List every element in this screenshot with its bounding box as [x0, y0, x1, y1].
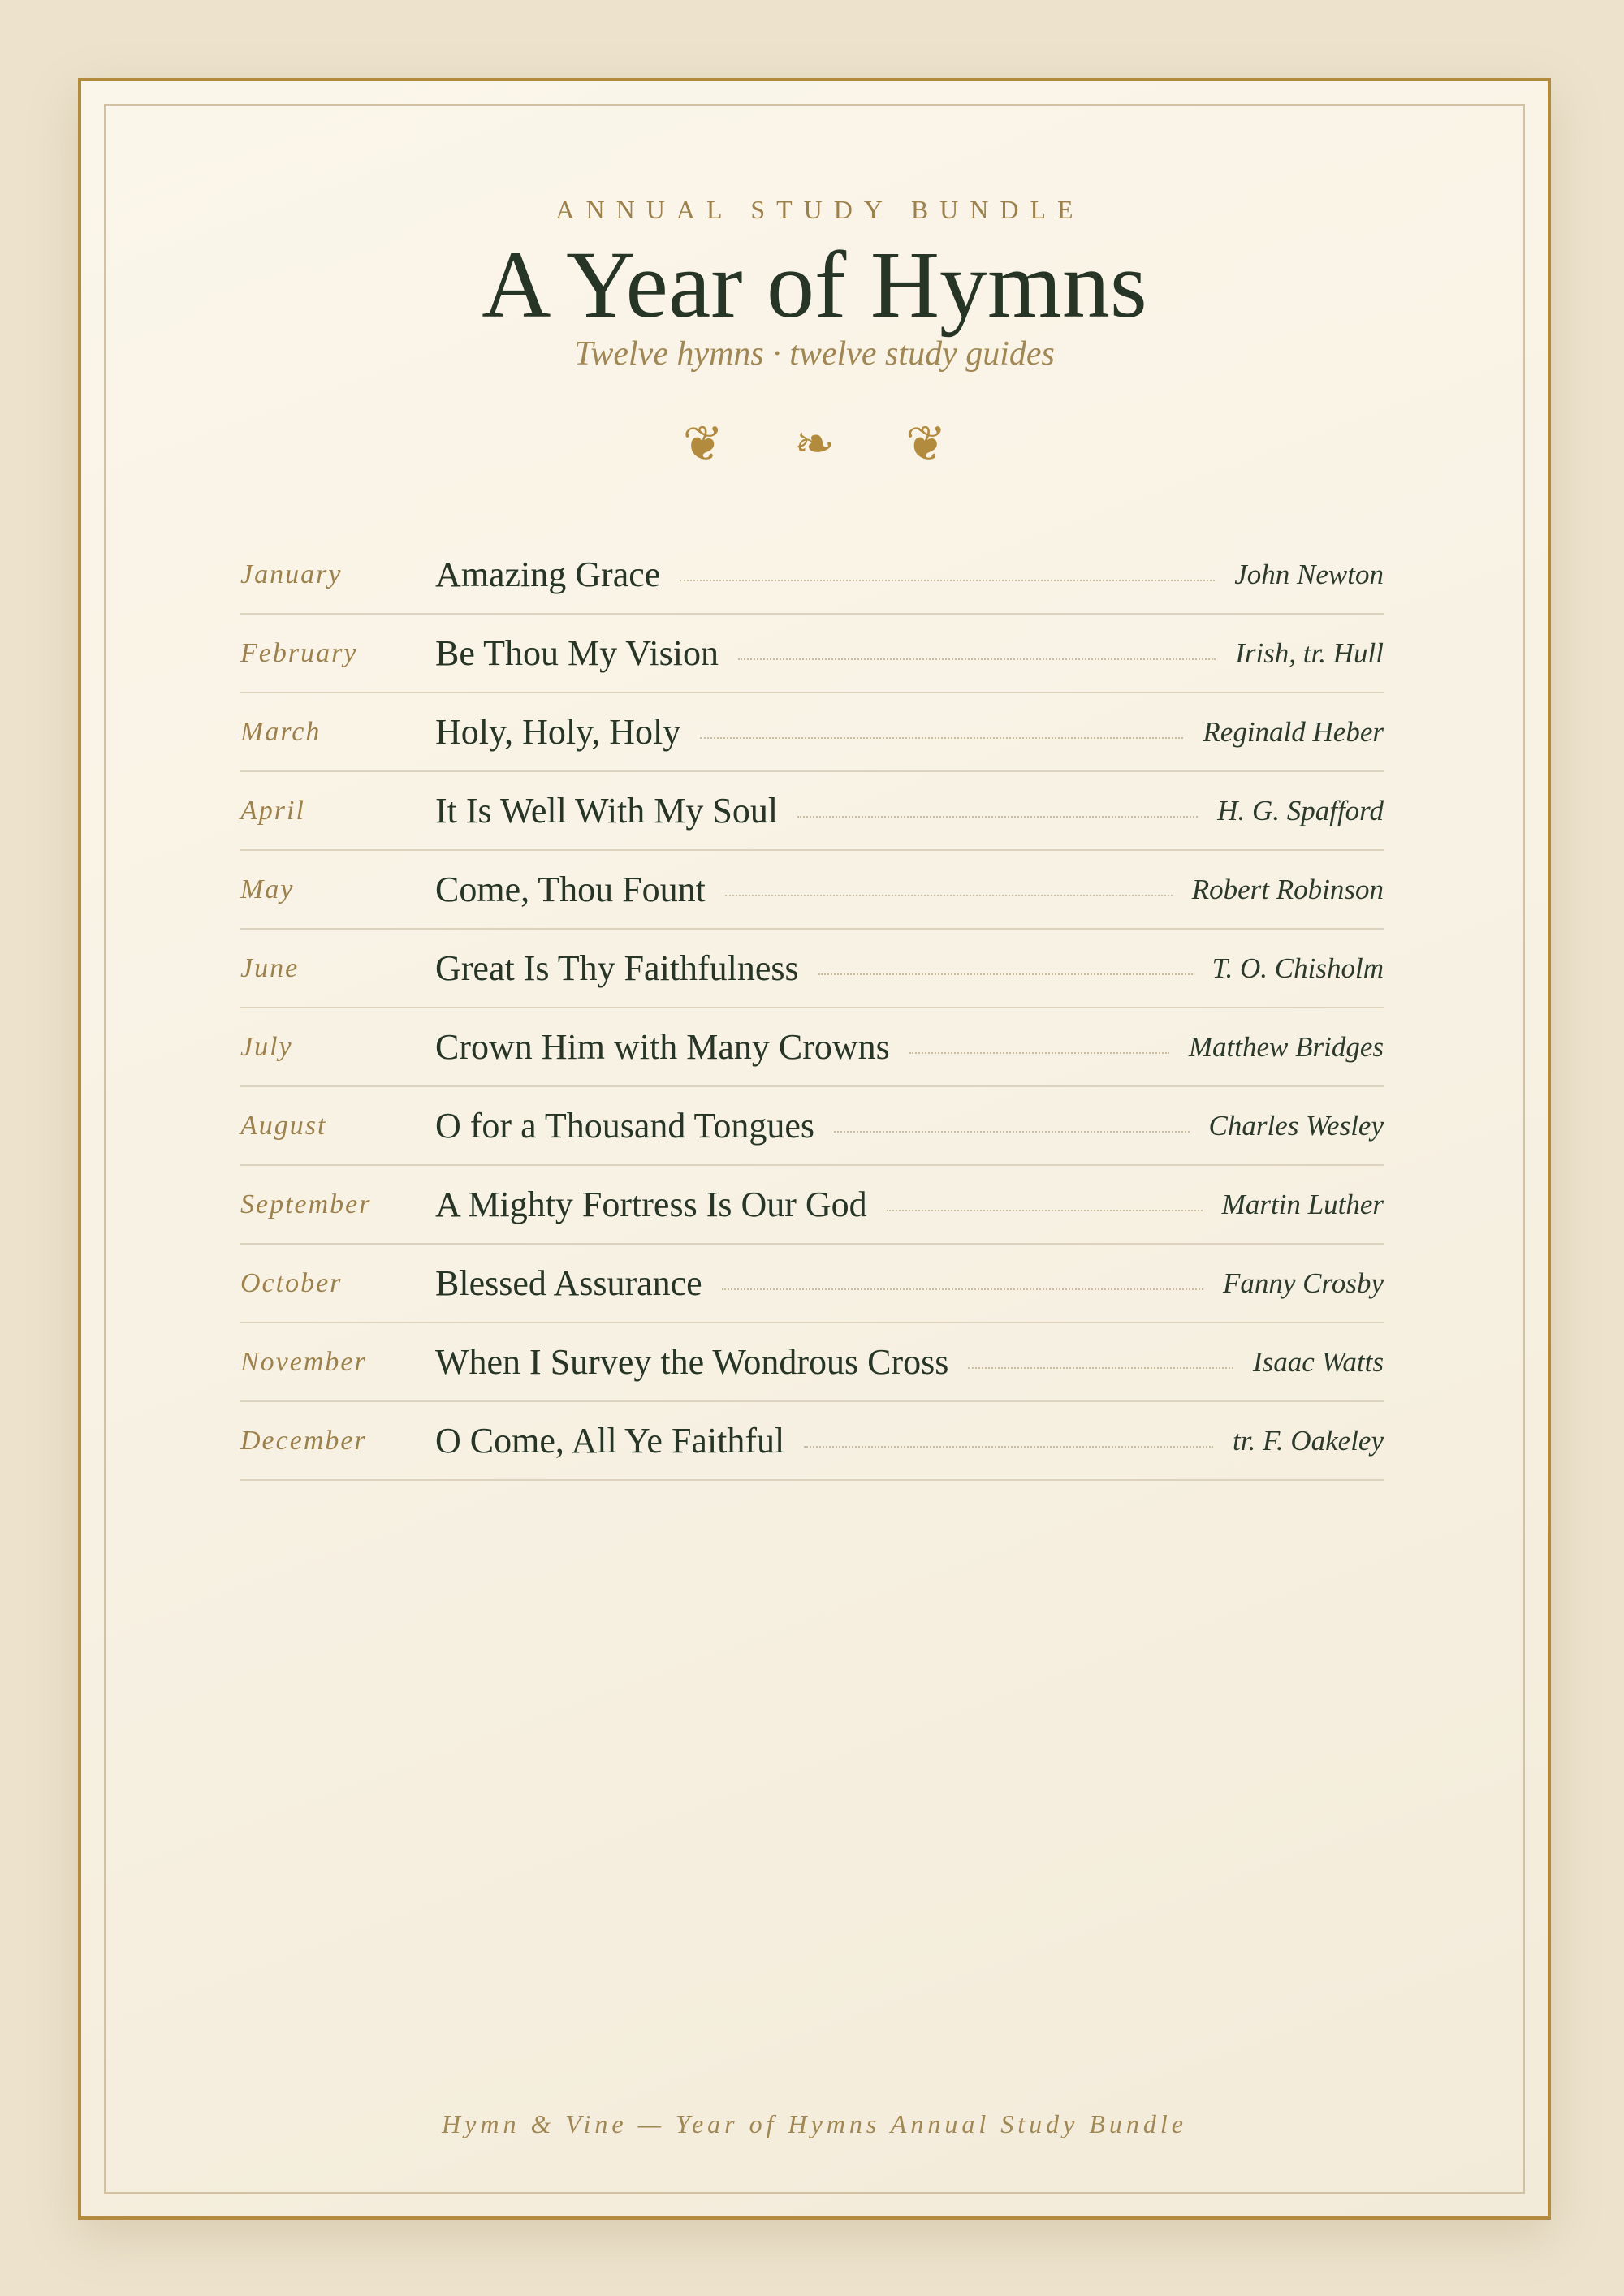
hymn-author: Charles Wesley — [1208, 1109, 1384, 1142]
dot-leader — [818, 973, 1193, 975]
hymn-month: December — [240, 1425, 367, 1456]
hymn-title: A Mighty Fortress Is Our God — [435, 1185, 867, 1224]
dot-leader — [797, 816, 1198, 818]
dot-leader — [909, 1052, 1169, 1054]
list-item — [240, 1008, 1384, 1087]
list-item — [240, 1245, 1384, 1323]
hymn-author: Fanny Crosby — [1223, 1267, 1384, 1299]
list-item — [240, 1087, 1384, 1166]
bundle-page — [78, 78, 1551, 2220]
list-item — [240, 851, 1384, 930]
dot-leader — [700, 737, 1183, 739]
hymn-author: Robert Robinson — [1191, 873, 1384, 905]
dot-leader — [680, 580, 1215, 581]
hymn-title: When I Survey the Wondrous Cross — [435, 1342, 949, 1382]
list-item — [240, 536, 1384, 615]
hymn-month: October — [240, 1267, 343, 1298]
list-item — [240, 1166, 1384, 1245]
dot-leader — [738, 658, 1216, 660]
hymn-author: John Newton — [1234, 558, 1384, 590]
dot-leader — [804, 1446, 1213, 1448]
hymn-title: Crown Him with Many Crowns — [435, 1027, 890, 1067]
bundle-kicker: ANNUAL STUDY BUNDLE — [555, 195, 1085, 224]
page-footer: Hymn & Vine — Year of Hymns Annual Study Bundle — [442, 2109, 1187, 2138]
hymn-title: O for a Thousand Tongues — [435, 1106, 815, 1146]
page-title: A Year of Hymns — [482, 231, 1147, 338]
hymn-author: Reginald Heber — [1203, 715, 1384, 748]
hymn-author: tr. F. Oakeley — [1233, 1424, 1384, 1457]
hymn-author: T. O. Chisholm — [1212, 952, 1384, 984]
list-item — [240, 615, 1384, 693]
list-item — [240, 930, 1384, 1008]
hymn-month: February — [240, 637, 358, 668]
hymn-title: Blessed Assurance — [435, 1263, 702, 1303]
hymn-month: May — [240, 874, 295, 904]
list-item — [240, 1402, 1384, 1481]
hymn-title: Amazing Grace — [435, 555, 661, 594]
hymn-month: July — [240, 1031, 293, 1062]
fleuron-ornament-icon: ❦ ❧ ❦ — [682, 417, 976, 471]
hymn-month: April — [240, 795, 305, 826]
hymn-month: November — [240, 1346, 367, 1377]
dot-leader — [722, 1288, 1203, 1290]
hymn-author: Irish, tr. Hull — [1235, 637, 1384, 669]
dot-leader — [725, 895, 1173, 896]
dot-leader — [968, 1367, 1233, 1369]
list-item — [240, 772, 1384, 851]
list-item — [240, 1323, 1384, 1402]
hymn-title: It Is Well With My Soul — [435, 791, 779, 831]
hymn-month: March — [240, 716, 322, 747]
hymn-list — [240, 536, 1384, 1481]
hymn-title: Be Thou My Vision — [435, 633, 719, 673]
hymn-month: September — [240, 1189, 372, 1219]
hymn-author: H. G. Spafford — [1217, 794, 1384, 826]
hymn-title: Holy, Holy, Holy — [435, 712, 681, 752]
hymn-title: Great Is Thy Faithfulness — [435, 948, 799, 988]
page-subtitle: Twelve hymns · twelve study guides — [574, 335, 1055, 373]
dot-leader — [834, 1131, 1189, 1133]
hymn-author: Isaac Watts — [1252, 1345, 1384, 1378]
hymn-author: Martin Luther — [1221, 1188, 1384, 1220]
hymn-month: June — [240, 952, 300, 983]
hymn-title: Come, Thou Fount — [435, 870, 706, 909]
dot-leader — [887, 1210, 1203, 1211]
hymn-title: O Come, All Ye Faithful — [435, 1421, 785, 1461]
hymn-author: Matthew Bridges — [1188, 1030, 1384, 1063]
hymn-month: August — [240, 1110, 327, 1141]
hymn-month: January — [240, 559, 343, 589]
list-item — [240, 693, 1384, 772]
